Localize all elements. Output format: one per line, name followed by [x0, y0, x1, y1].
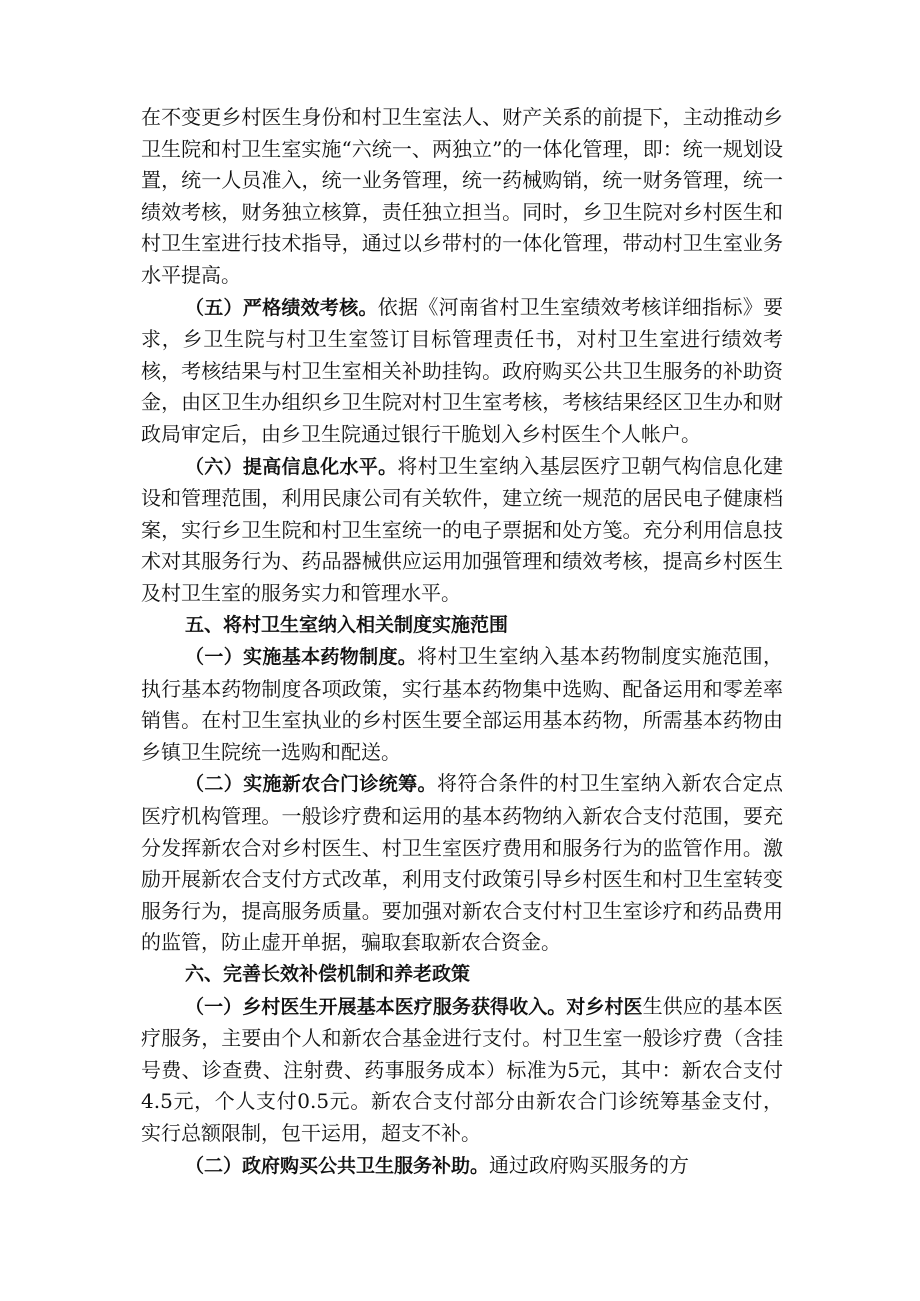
paragraph-public-health-subsidy — [141, 1150, 783, 1183]
paragraph-text: 依据《河南省村卫生室绩效考核详细指标》要求，乡卫生院与村卫生室签订目标管理责任书，对村卫生室进行绩效考核，考核结果与村卫生室相关补助挂钩。政府购买公共卫生服务的补助资金，由区卫生办组织乡卫生院对村卫生室考核，考核结果经区卫生办和财政局审定后，由乡卫生院通过银行干脆划入乡村医生个人帐户。 — [141, 294, 783, 446]
paragraph-lead: （五）严格绩效考核。 — [185, 296, 378, 319]
paragraph-text: 通过政府购买服务的方 — [489, 1152, 690, 1177]
paragraph-outpatient-pooling — [141, 768, 783, 959]
paragraph-integrated-management — [141, 102, 783, 292]
paragraph-lead: （一）乡村医生开展基本医疗服务获得收入。对乡村医 — [185, 995, 643, 1018]
paragraph-informatization — [141, 451, 783, 610]
document-page — [141, 102, 783, 1182]
paragraph-text: 生供应的基本医疗服务，主要由个人和新农合基金进行支付。村卫生室一般诊疗费（含挂号费、诊查费、注射费、药事服务成本）标准为5元，其中：新农合支付4.5元，个人支付0.5元。新农合支付部分由新农合门诊统筹基金支付，实行总额限制，包干运用，超支不补。 — [141, 993, 783, 1145]
paragraph-text: 将村卫生室纳入基本药物制度实施范围，执行基本药物制度各项政策，实行基本药物集中选购、配备运用和零差率销售。在村卫生室执业的乡村医生要全部运用基本药物，所需基本药物由乡镇卫生院统一选购和配送。 — [141, 644, 783, 764]
paragraph-performance-assessment — [141, 292, 783, 451]
paragraph-text: 将村卫生室纳入基层医疗卫朝气构信息化建设和管理范围，利用民康公司有关软件，建立统一规范的居民电子健康档案，实行乡卫生院和村卫生室统一的电子票据和处方笺。充分利用信息技术对其服务行为、药品器械供应运用加强管理和绩效考核，提高乡村医生及村卫生室的服务实力和管理水平。 — [141, 453, 783, 605]
paragraph-medical-service-income — [141, 991, 783, 1150]
section-heading-five: 五、将村卫生室纳入相关制度实施范围 — [185, 613, 509, 636]
paragraph-lead: （二）政府购买公共卫生服务补助。 — [185, 1154, 490, 1177]
paragraph-text: 在不变更乡村医生身份和村卫生室法人、财产关系的前提下，主动推动乡卫生院和村卫生室实施“六统一、两独立”的一体化管理，即：统一规划设置，统一人员准入，统一业务管理，统一药械购销，统一财务管理，统一绩效考核，财务独立核算，责任独立担当。同时，乡卫生院对乡村医生和村卫生室进行技术指导，通过以乡带村的一体化管理，带动村卫生室业务水平提高。 — [141, 105, 783, 287]
paragraph-lead: （一）实施基本药物制度。 — [185, 646, 418, 669]
paragraph-lead: （二）实施新农合门诊统筹。 — [185, 773, 437, 796]
paragraph-text: 将符合条件的村卫生室纳入新农合定点医疗机构管理。一般诊疗费和运用的基本药物纳入新农合支付范围，要充分发挥新农合对乡村医生、村卫生室医疗费用和服务行为的监管作用。激励开展新农合支付方式改革，利用支付政策引导乡村医生和村卫生室转变服务行为，提高服务质量。要加强对新农合支付村卫生室诊疗和药品费用的监管，防止虚开单据，骗取套取新农合资金。 — [141, 771, 783, 955]
paragraph-essential-drugs — [141, 641, 783, 768]
section-heading-six: 六、完善长效补偿机制和养老政策 — [185, 963, 471, 986]
paragraph-lead: （六）提高信息化水平。 — [185, 455, 398, 478]
